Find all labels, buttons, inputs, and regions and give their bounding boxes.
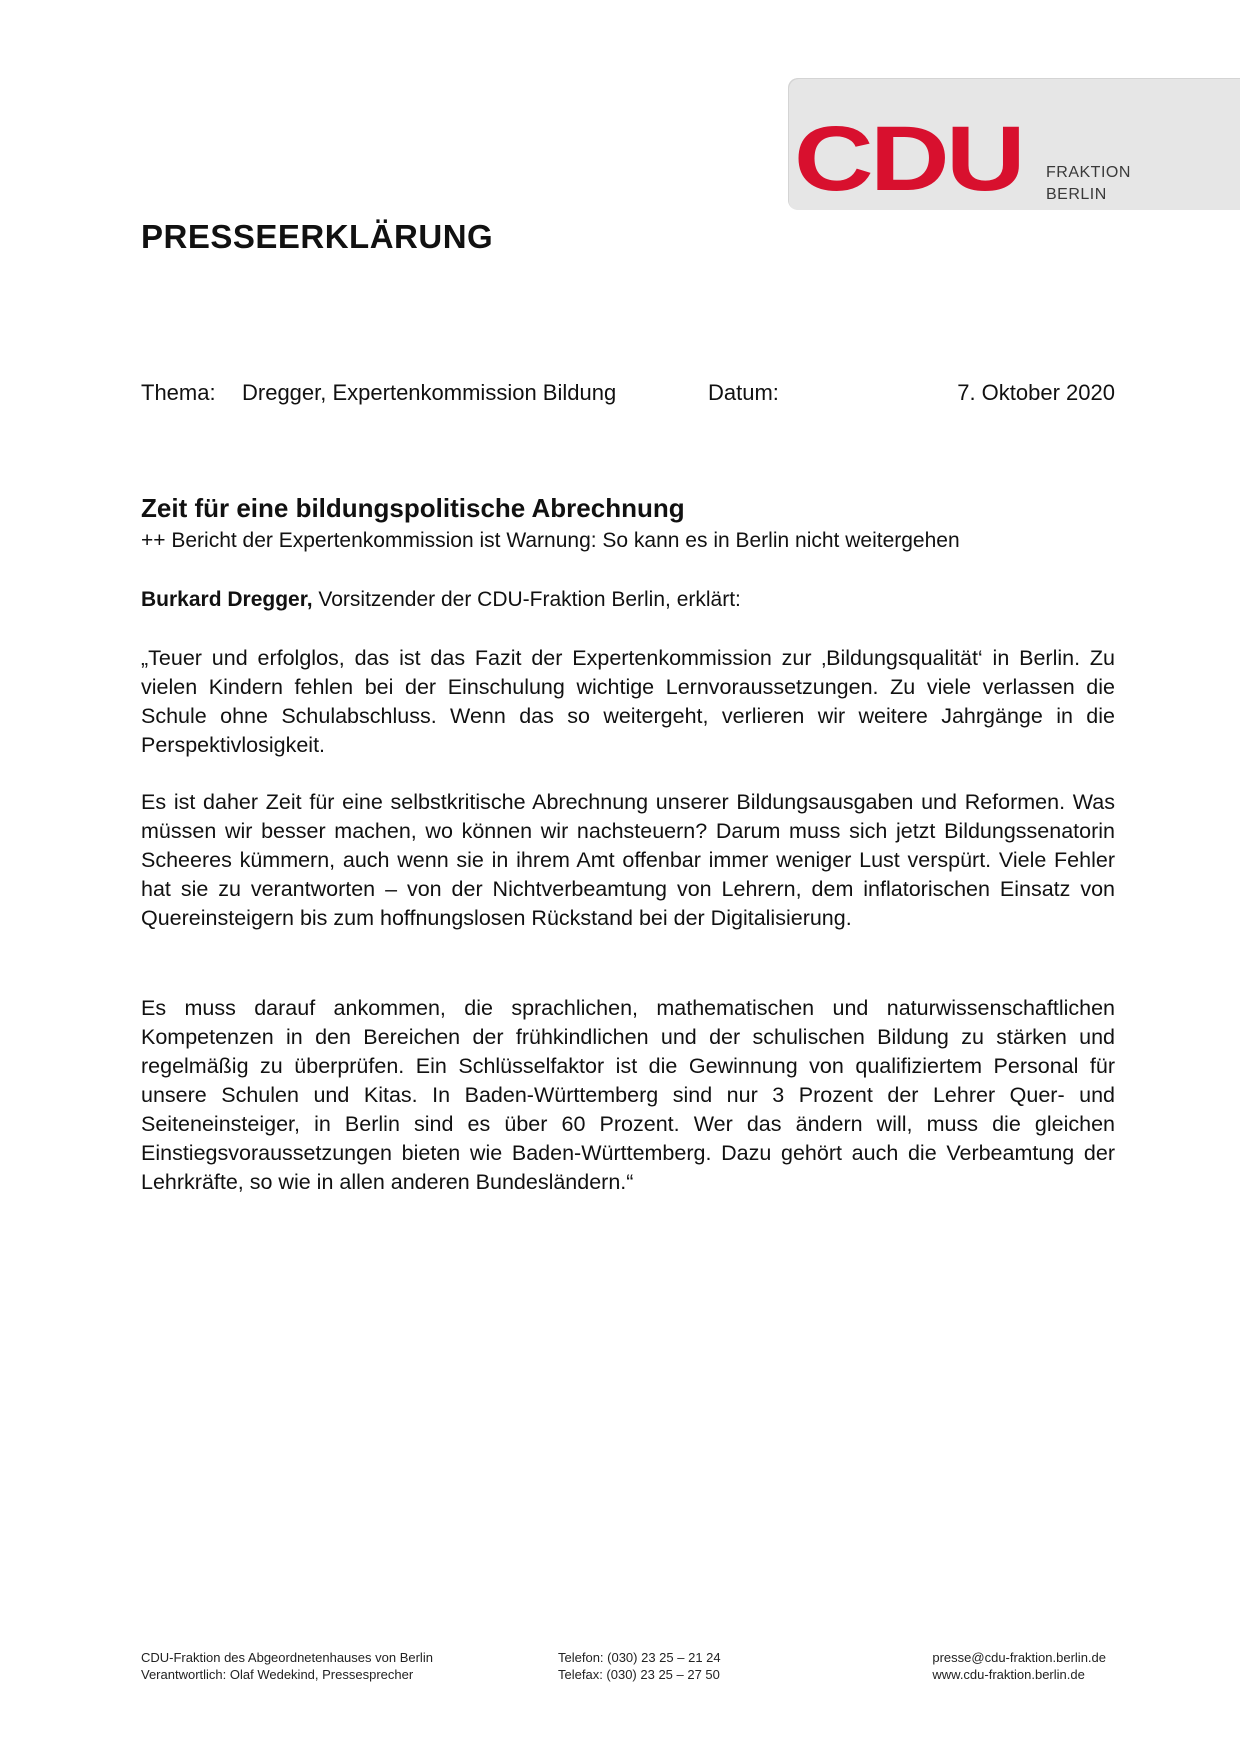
cdu-logo [794,118,1026,204]
cdu-logo-text: CDU [794,118,1022,204]
logo-subtitle-line1: FRAKTION [1046,164,1131,181]
speaker-name: Burkard Dregger, [141,588,313,611]
subheadline: ++ Bericht der Expertenkommission ist Warnung: So kann es in Berlin nicht weitergehen [141,529,960,552]
footer-contact-web [932,1649,1106,1683]
footer-website-link[interactable]: www.cdu-fraktion.berlin.de [932,1667,1085,1682]
footer-email-link[interactable]: presse@cdu-fraktion.berlin.de [932,1650,1106,1665]
logo-subtitle [1046,162,1131,206]
speaker-role: Vorsitzender der CDU-Fraktion Berlin, erklärt: [312,588,741,611]
footer-organization [141,1649,433,1683]
document-title: PRESSEERKLÄRUNG [141,218,494,255]
speaker-line [141,588,741,612]
thema-label: Thema: [141,380,216,405]
body-paragraph: Es ist daher Zeit für eine selbstkritische Abrechnung unserer Bildungsausgaben und Reformen. Was müssen wir besser machen, wo können wir nachsteuern? Darum muss sich jetzt Bildungssenatorin Scheeres kümmern, auch wenn sie in ihrem Amt offenbar immer weniger Lust verspürt. Viele Fehler hat sie zu verantworten – von der Nichtverbeamtung von Lehrern, dem inflatorischen Einsatz von Quereinsteigern bis zum hoffnungslosen Rückstand bei der Digitalisierung. [141,790,1115,930]
footer-telefax: Telefax: (030) 23 25 – 27 50 [558,1667,720,1682]
headline: Zeit für eine bildungspolitische Abrechnung [141,493,685,523]
footer-contact-phone [558,1649,721,1683]
footer-org-name: CDU-Fraktion des Abgeordnetenhauses von Berlin [141,1650,433,1665]
body-paragraph: „Teuer und erfolglos, das ist das Fazit der Expertenkommission zur ‚Bildungsqualität‘ in Berlin. Zu vielen Kindern fehlen bei der Einschulung wichtige Lernvoraussetzungen. Zu viele verlassen die Schule ohne Schulabschluss. Wenn das so weitergeht, verlieren wir weitere Jahrgänge in die Perspektivlosigkeit. [141,646,1115,757]
datum-value: 7. Oktober 2020 [957,380,1115,405]
logo-subtitle-line2: BERLIN [1046,186,1107,203]
body-paragraph: Es muss darauf ankommen, die sprachlichen, mathematischen und naturwissenschaftlichen Kompetenzen in den Bereichen der frühkindlichen und der schulischen Bildung zu stärken und regelmäßig zu überprüfen. Ein Schlüsselfaktor ist die Gewinnung von qualifiziertem Personal für unsere Schulen und Kitas. In Baden-Württemberg sind nur 3 Prozent der Lehrer Quer- und Seiteneinsteiger, in Berlin sind es über 60 Prozent. Wer das ändern will, muss die gleichen Einstiegsvoraussetzungen bieten wie Baden-Württemberg. Dazu gehört auch die Verbeamtung der Lehrkräfte, so wie in allen anderen Bundesländern.“ [141,996,1115,1194]
datum-label: Datum: [708,380,779,405]
footer-telefon: Telefon: (030) 23 25 – 21 24 [558,1650,721,1665]
footer-responsible: Verantwortlich: Olaf Wedekind, Pressesprecher [141,1667,414,1682]
thema-value: Dregger, Expertenkommission Bildung [242,380,617,405]
